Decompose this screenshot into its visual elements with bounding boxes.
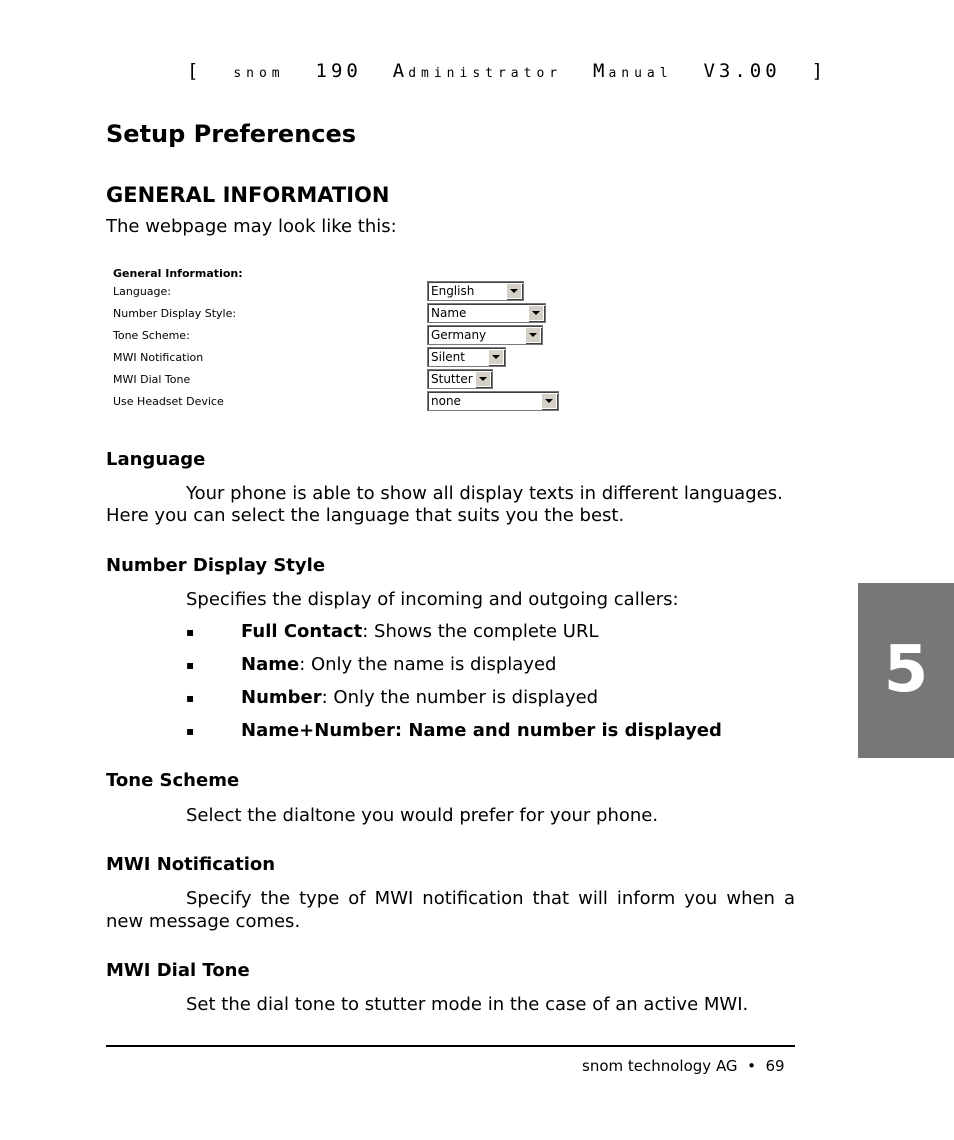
language-label: Language:	[113, 285, 171, 298]
chevron-down-icon	[525, 327, 541, 343]
footer-company: snom technology AG	[582, 1057, 738, 1075]
tone-scheme-label: Tone Scheme:	[113, 329, 190, 342]
mwi-dial-tone-value: Stutter	[431, 372, 473, 386]
bullet-icon: ▪	[186, 691, 195, 705]
mwi-dial-tone-select[interactable]	[427, 369, 493, 389]
page-title: Setup Preferences	[106, 120, 357, 148]
chevron-down-icon	[541, 393, 557, 409]
form-title: General Information:	[113, 267, 243, 280]
list-item: Number: Only the number is displayed	[241, 687, 599, 708]
footer-separator: •	[747, 1057, 756, 1075]
section-heading: GENERAL INFORMATION	[106, 183, 390, 207]
mwi-dial-tone-text: Set the dial tone to stutter mode in the case of an active MWI.	[186, 994, 749, 1015]
mwi-notification-value: Silent	[431, 350, 465, 364]
mwi-notification-select[interactable]	[427, 347, 506, 367]
chevron-down-icon	[528, 305, 544, 321]
running-header: [ snom 190 Administrator Manual V3.00 ]	[186, 60, 828, 82]
intro-text: The webpage may look like this:	[106, 216, 397, 237]
number-display-style-heading: Number Display Style	[106, 555, 326, 576]
language-value: English	[431, 284, 475, 298]
number-display-style-value: Name	[431, 306, 467, 320]
mwi-notification-heading: MWI Notification	[106, 854, 276, 875]
number-display-style-select[interactable]	[427, 303, 546, 323]
mwi-notification-text-line1: Specify the type of MWI notification that will inform you when a	[186, 888, 795, 909]
general-information-form	[110, 262, 570, 422]
mwi-notification-label: MWI Notification	[113, 351, 204, 364]
number-display-style-label: Number Display Style:	[113, 307, 237, 320]
mwi-notification-text-line2: new message comes.	[106, 911, 301, 932]
language-text-line2: Here you can select the language that suits you the best.	[106, 505, 625, 526]
bullet-icon: ▪	[186, 625, 195, 639]
page-footer	[582, 1057, 785, 1075]
list-item: Name+Number: Name and number is displayed	[241, 720, 722, 741]
mwi-dial-tone-heading: MWI Dial Tone	[106, 960, 250, 981]
list-item: Name: Only the name is displayed	[241, 654, 557, 675]
number-display-style-intro: Specifies the display of incoming and outgoing callers:	[186, 589, 679, 610]
page-number: 69	[765, 1057, 785, 1075]
tone-scheme-value: Germany	[431, 328, 487, 342]
use-headset-device-value: none	[431, 394, 461, 408]
footer-rule	[106, 1045, 795, 1047]
language-select[interactable]	[427, 281, 524, 301]
bullet-icon: ▪	[186, 658, 195, 672]
language-text-line1: Your phone is able to show all display texts in different languages.	[186, 483, 783, 504]
tone-scheme-heading: Tone Scheme	[106, 770, 240, 791]
chevron-down-icon	[506, 283, 522, 299]
use-headset-device-label: Use Headset Device	[113, 395, 224, 408]
mwi-dial-tone-label: MWI Dial Tone	[113, 373, 191, 386]
tone-scheme-text: Select the dialtone you would prefer for your phone.	[186, 805, 659, 826]
chevron-down-icon	[488, 349, 504, 365]
use-headset-device-select[interactable]	[427, 391, 559, 411]
tone-scheme-select[interactable]	[427, 325, 543, 345]
bullet-icon: ▪	[186, 724, 195, 738]
list-item: Full Contact: Shows the complete URL	[241, 621, 599, 642]
chevron-down-icon	[475, 371, 491, 387]
chapter-tab: 5	[858, 583, 954, 758]
language-heading: Language	[106, 449, 206, 470]
